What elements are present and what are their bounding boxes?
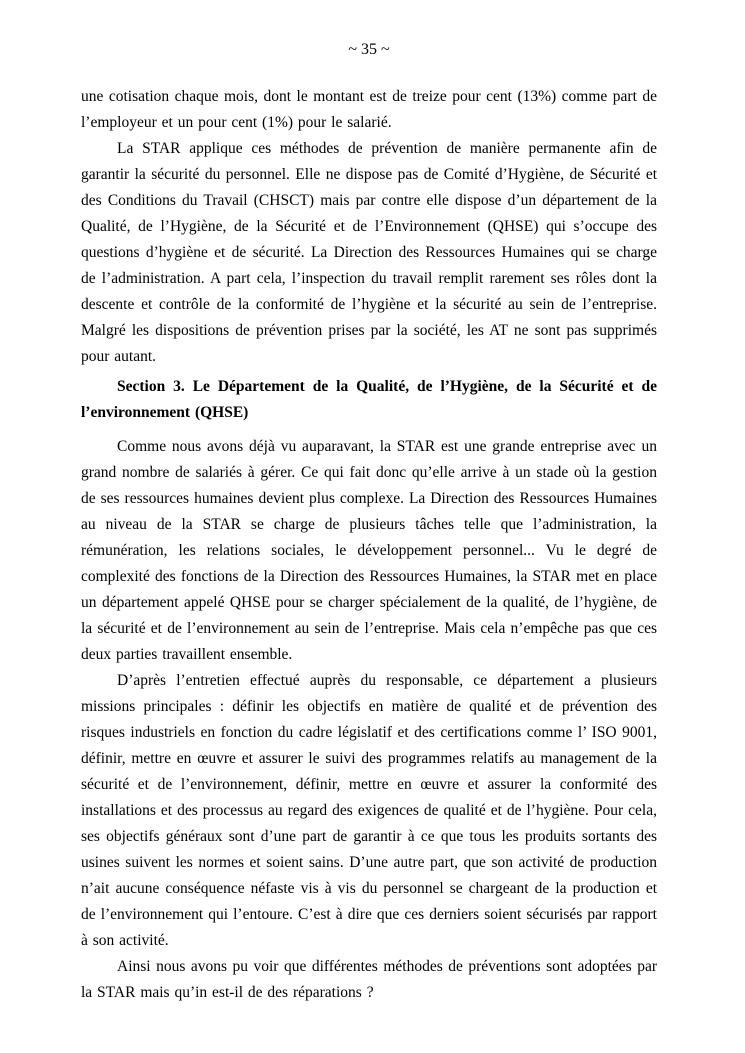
paragraph-continuation: une cotisation chaque mois, dont le montant est de treize pour cent (13%) comme part de l’employeur et un pour cent (1%) pour le salarié. [81, 88, 657, 131]
section-heading: Section 3. Le Département de la Qualité, de l’Hygiène, de la Sécurité et de l’environnement (QHSE) [81, 378, 657, 421]
page-content [81, 84, 657, 1006]
paragraph: Ainsi nous avons pu voir que différentes méthodes de préventions sont adoptées par la STAR mais qu’in est-il de des réparations ? [81, 958, 657, 1001]
paragraph: D’après l’entretien effectué auprès du responsable, ce département a plusieurs missions principales : définir les objectifs en matière de qualité et de prévention des risques industriels en fonction du cadre législatif et des certifications comme l’ ISO 9001, définir, mettre en œuvre et assurer le suivi des programmes relatifs au management de la sécurité et de l’environnement, définir, mettre en œuvre et assurer la conformité des installations et des processus au regard des exigences de qualité et de l’hygiène. Pour cela, ses objectifs généraux sont d’une part de garantir à ce que tous les produits sortants des usines suivent les normes et soient sains. D’une autre part, que son activité de production n’ait aucune conséquence néfaste vis à vis du personnel se chargeant de la production et de l’environnement qui l’entoure. C’est à dire que ces derniers soient sécurisés par rapport à son activité. [81, 672, 657, 949]
paragraph: Comme nous avons déjà vu auparavant, la STAR est une grande entreprise avec un grand nombre de salariés à gérer. Ce qui fait donc qu’elle arrive à un stade où la gestion de ses ressources humaines devient plus complexe. La Direction des Ressources Humaines au niveau de la STAR se charge de plusieurs tâches telle que l’administration, la rémunération, les relations sociales, le développement personnel... Vu le degré de complexité des fonctions de la Direction des Ressources Humaines, la STAR met en place un département appelé QHSE pour se charger spécialement de la qualité, de l’hygiène, de la sécurité et de l’environnement au sein de l’entreprise. Mais cela n’empêche pas que ces deux parties travaillent ensemble. [81, 438, 657, 663]
paragraph: La STAR applique ces méthodes de prévention de manière permanente afin de garantir la sécurité du personnel. Elle ne dispose pas de Comité d’Hygiène, de Sécurité et des Conditions du Travail (CHSCT) mais par contre elle dispose d’un département de la Qualité, de l’Hygiène, de la Sécurité et de l’Environnement (QHSE) qui s’occupe des questions d’hygiène et de sécurité. La Direction des Ressources Humaines qui se charge de l’administration. A part cela, l’inspection du travail remplit rarement ses rôles dont la descente et contrôle de la conformité de l’hygiène et la sécurité au sein de l’entreprise. Malgré les dispositions de prévention prises par la société, les AT ne sont pas supprimés pour autant. [81, 140, 657, 365]
page-number: ~ 35 ~ [348, 41, 390, 58]
